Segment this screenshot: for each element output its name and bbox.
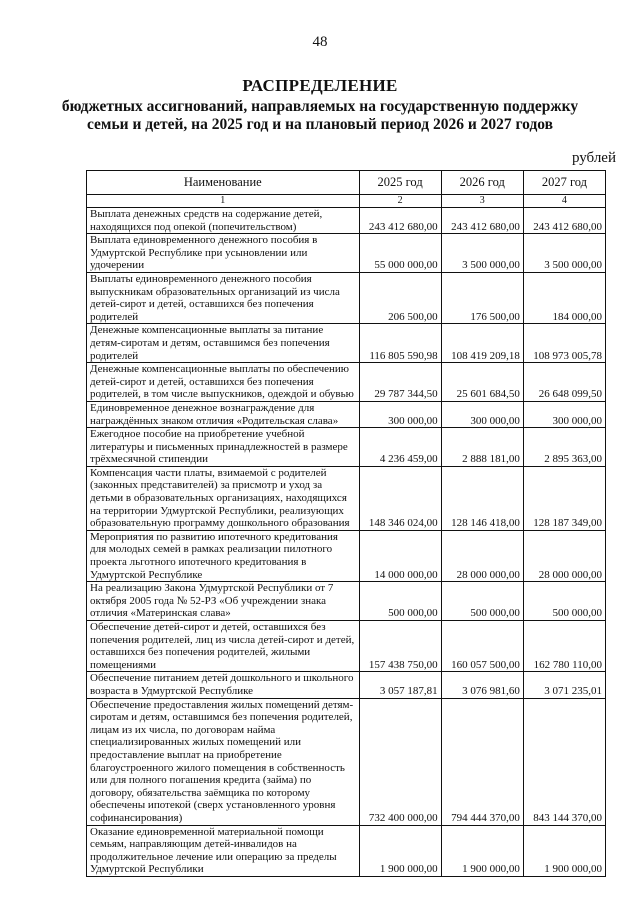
document-subtitle xyxy=(20,98,620,134)
table-row xyxy=(87,582,606,621)
row-name-cell: Обеспечение питанием детей дошкольного и школьного возраста в Удмуртской Республике xyxy=(87,672,360,698)
value-2026-cell: 1 900 000,00 xyxy=(441,825,523,876)
value-2026-cell: 500 000,00 xyxy=(441,582,523,621)
row-name-cell: Выплата единовременного денежного пособия в Удмуртской Республике при усыновлении или удочерении xyxy=(87,234,360,273)
value-2027-cell: 3 071 235,01 xyxy=(523,672,605,698)
value-2026-cell: 160 057 500,00 xyxy=(441,621,523,672)
table-header-row xyxy=(87,171,606,195)
table-row xyxy=(87,825,606,876)
table-body xyxy=(87,208,606,877)
value-2027-cell: 500 000,00 xyxy=(523,582,605,621)
value-2027-cell: 108 973 005,78 xyxy=(523,324,605,363)
row-name-cell: Оказание единовременной материальной помощи семьям, направляющим детей-инвалидов на продолжительное лечение или операцию за пределы Удмуртской Республики xyxy=(87,825,360,876)
value-2026-cell: 128 146 418,00 xyxy=(441,466,523,530)
table-row xyxy=(87,672,606,698)
value-2026-cell: 300 000,00 xyxy=(441,401,523,427)
row-name-cell: Выплата денежных средств на содержание детей, находящихся под опекой (попечительством) xyxy=(87,208,360,234)
value-2025-cell: 300 000,00 xyxy=(359,401,441,427)
value-2027-cell: 843 144 370,00 xyxy=(523,698,605,825)
value-2026-cell: 25 601 684,50 xyxy=(441,363,523,402)
index-cell: 4 xyxy=(523,195,605,208)
value-2027-cell: 26 648 099,50 xyxy=(523,363,605,402)
value-2025-cell: 116 805 590,98 xyxy=(359,324,441,363)
value-2025-cell: 148 346 024,00 xyxy=(359,466,441,530)
value-2025-cell: 14 000 000,00 xyxy=(359,530,441,581)
value-2027-cell: 162 780 110,00 xyxy=(523,621,605,672)
index-cell: 3 xyxy=(441,195,523,208)
value-2025-cell: 206 500,00 xyxy=(359,272,441,323)
value-2026-cell: 28 000 000,00 xyxy=(441,530,523,581)
value-2025-cell: 3 057 187,81 xyxy=(359,672,441,698)
document-title: РАСПРЕДЕЛЕНИЕ xyxy=(242,76,398,95)
value-2025-cell: 4 236 459,00 xyxy=(359,428,441,467)
page-number: 48 xyxy=(312,34,328,50)
index-cell: 1 xyxy=(87,195,360,208)
table-row xyxy=(87,324,606,363)
value-2027-cell: 128 187 349,00 xyxy=(523,466,605,530)
header-2027: 2027 год xyxy=(523,171,605,195)
row-name-cell: Денежные компенсационные выплаты по обеспечению детей-сирот и детей, оставшихся без попечения родителей, в том числе выпускников, одеждой и обувью xyxy=(87,363,360,402)
table-row xyxy=(87,363,606,402)
subtitle-line-2: семьи и детей, на 2025 год и на плановый период 2026 и 2027 годов xyxy=(86,116,554,133)
value-2025-cell: 55 000 000,00 xyxy=(359,234,441,273)
table-row xyxy=(87,401,606,427)
table-row xyxy=(87,428,606,467)
units-label: рублей xyxy=(571,150,616,166)
row-name-cell: Обеспечение детей-сирот и детей, оставшихся без попечения родителей, лиц из числа детей-сирот и детей, оставшихся без попечения родителей, жилыми помещениями xyxy=(87,621,360,672)
value-2025-cell: 732 400 000,00 xyxy=(359,698,441,825)
header-2026: 2026 год xyxy=(441,171,523,195)
header-2025: 2025 год xyxy=(359,171,441,195)
table-row xyxy=(87,621,606,672)
table-row xyxy=(87,234,606,273)
value-2026-cell: 3 076 981,60 xyxy=(441,672,523,698)
row-name-cell: Ежегодное пособие на приобретение учебной литературы и письменных принадлежностей в размере трёхмесячной стипендии xyxy=(87,428,360,467)
value-2026-cell: 176 500,00 xyxy=(441,272,523,323)
table-row xyxy=(87,272,606,323)
header-name: Наименование xyxy=(87,171,360,195)
value-2027-cell: 184 000,00 xyxy=(523,272,605,323)
value-2026-cell: 794 444 370,00 xyxy=(441,698,523,825)
value-2027-cell: 1 900 000,00 xyxy=(523,825,605,876)
value-2027-cell: 300 000,00 xyxy=(523,401,605,427)
value-2027-cell: 3 500 000,00 xyxy=(523,234,605,273)
value-2025-cell: 1 900 000,00 xyxy=(359,825,441,876)
table-row xyxy=(87,530,606,581)
value-2026-cell: 3 500 000,00 xyxy=(441,234,523,273)
table-row xyxy=(87,466,606,530)
value-2025-cell: 157 438 750,00 xyxy=(359,621,441,672)
row-name-cell: Компенсация части платы, взимаемой с родителей (законных представителей) за присмотр и уход за детьми в образовательных организациях, находящихся на территории Удмуртской Республики, реализующих образовательную программу дошкольного образования xyxy=(87,466,360,530)
value-2025-cell: 500 000,00 xyxy=(359,582,441,621)
table-row xyxy=(87,698,606,825)
index-cell: 2 xyxy=(359,195,441,208)
row-name-cell: На реализацию Закона Удмуртской Республики от 7 октября 2005 года № 52-РЗ «Об учреждении знака отличия «Материнская слава» xyxy=(87,582,360,621)
value-2025-cell: 243 412 680,00 xyxy=(359,208,441,234)
allocation-table xyxy=(86,170,606,877)
row-name-cell: Выплаты единовременного денежного пособия выпускникам образовательных организаций из числа детей-сирот и детей, оставшихся без попечения родителей xyxy=(87,272,360,323)
value-2026-cell: 243 412 680,00 xyxy=(441,208,523,234)
subtitle-line-1: бюджетных ассигнований, направляемых на государственную поддержку xyxy=(61,98,579,115)
table-index-row xyxy=(87,195,606,208)
value-2026-cell: 108 419 209,18 xyxy=(441,324,523,363)
value-2025-cell: 29 787 344,50 xyxy=(359,363,441,402)
table-row xyxy=(87,208,606,234)
value-2027-cell: 2 895 363,00 xyxy=(523,428,605,467)
row-name-cell: Денежные компенсационные выплаты за питание детям-сиротам и детям, оставшимся без попечения родителей xyxy=(87,324,360,363)
row-name-cell: Единовременное денежное вознаграждение для награждённых знаком отличия «Родительская слава» xyxy=(87,401,360,427)
row-name-cell: Обеспечение предоставления жилых помещений детям-сиротам и детям, оставшимся без попечения родителей, лицам из их числа, по договорам найма специализированных жилых помещений или предоставление выплат на приобретение благоустроенного жилого помещения в собственность или для полного погашения кредита (займа) по договору, обязательства заёмщика по которому обеспечены ипотекой (сверх установленного уровня софинансирования) xyxy=(87,698,360,825)
value-2026-cell: 2 888 181,00 xyxy=(441,428,523,467)
value-2027-cell: 28 000 000,00 xyxy=(523,530,605,581)
value-2027-cell: 243 412 680,00 xyxy=(523,208,605,234)
row-name-cell: Мероприятия по развитию ипотечного кредитования для молодых семей в рамках реализации пилотного проекта льготного ипотечного кредитования в Удмуртской Республике xyxy=(87,530,360,581)
